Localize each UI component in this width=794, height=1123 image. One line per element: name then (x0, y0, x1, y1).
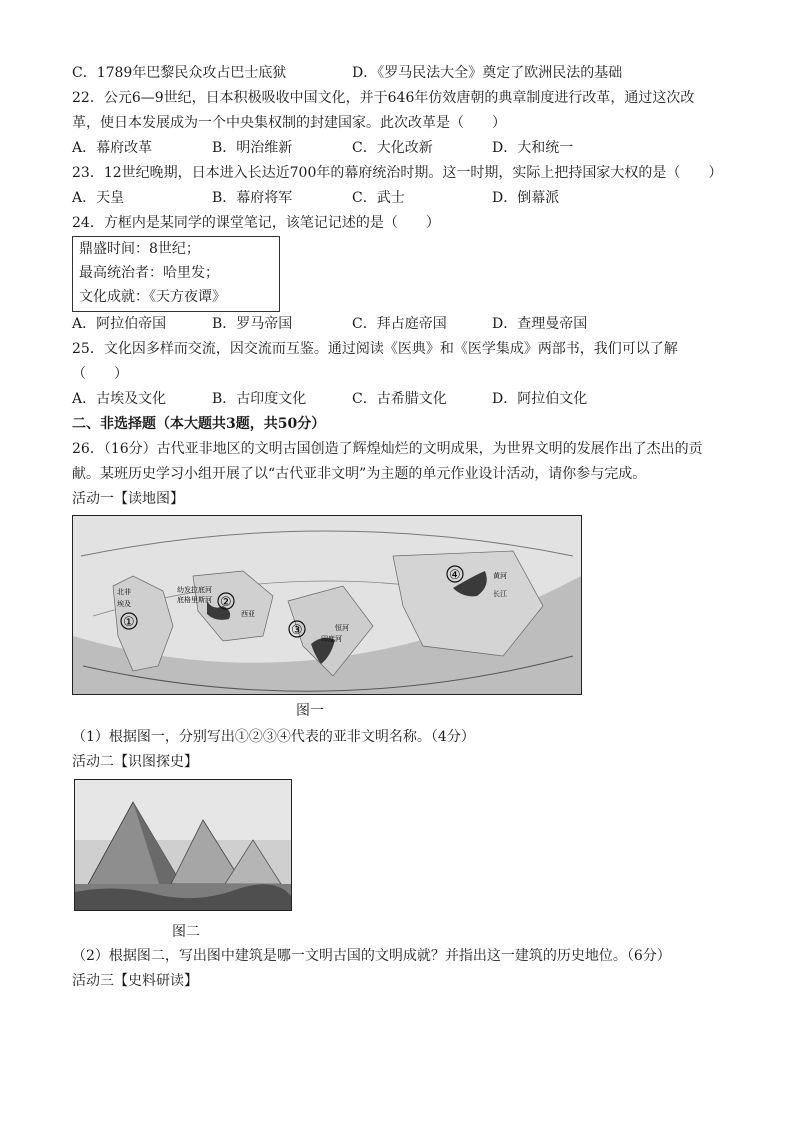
q25-stem-line2: （ ） (72, 366, 128, 382)
marker-4: ④ (449, 568, 461, 583)
q21-option-c: C．1789年巴黎民众攻占巴士底狱 (72, 65, 287, 81)
q21-option-d: D．《罗马民法大全》奠定了欧洲民法的基础 (352, 65, 623, 81)
q23-option-b: B．幕府将军 (212, 190, 293, 206)
q23-stem: 23．12世纪晚期，日本进入长达近700年的幕府统治时期。这一时期，实际上把持国家大权的是（ ） (72, 165, 723, 181)
map-label-yangtze: 长江 (493, 590, 507, 598)
q26-2-prompt: （2）根据图二，写出图中建筑是哪一文明古国的文明成就？并指出这一建筑的历史地位。（6分） (72, 948, 671, 964)
q24-stem: 24．方框内是某同学的课堂笔记，该笔记记述的是（ ） (72, 215, 440, 231)
map-label-yellow-river: 黄河 (493, 572, 507, 580)
q26-stem-line2: 献。某班历史学习小组开展了以“古代亚非文明”为主题的单元作业设计活动，请你参与完成。 (72, 466, 647, 482)
q25-option-b: B．古印度文化 (212, 391, 307, 407)
marker-3: ③ (291, 623, 303, 638)
map-svg (73, 516, 581, 694)
q22-stem-line1: 22．公元6—9世纪，日本积极吸收中国文化，并于646年仿效唐朝的典章制度进行改革，通过这次改 (72, 90, 695, 106)
q25-option-c: C．古希腊文化 (352, 391, 447, 407)
q26-stem-line1: 26．（16分）古代亚非地区的文明古国创造了辉煌灿烂的文明成果，为世界文明的发展作出了杰出的贡 (72, 441, 703, 457)
activity-3-label: 活动三【史料研读】 (72, 973, 198, 989)
q25-option-d: D．阿拉伯文化 (492, 391, 588, 407)
marker-1: ① (123, 615, 135, 630)
map-label-euphrates: 幼发拉底河 (177, 586, 212, 594)
activity-2-label: 活动二【识图探史】 (72, 754, 198, 770)
q25-stem-line1: 25．文化因多样而交流，因交流而互鉴。通过阅读《医典》和《医学集成》两部书，我们可以了解 (72, 341, 678, 357)
pyramid-svg (75, 780, 291, 910)
class-note-box (72, 236, 280, 312)
q23-option-c: C．武士 (352, 190, 405, 206)
figure-1-caption: 图一 (296, 703, 324, 719)
map-label-egypt: 埃及 (117, 600, 131, 608)
q22-option-d: D．大和统一 (492, 140, 574, 156)
map-label-tigris: 底格里斯河 (177, 596, 212, 604)
activity-1-label: 活动一【读地图】 (72, 491, 184, 507)
q25-option-a: A．古埃及文化 (72, 391, 167, 407)
q26-1-prompt: （1）根据图一，分别写出①②③④代表的亚非文明名称。（4分） (72, 729, 475, 745)
q23-option-d: D．倒幕派 (492, 190, 560, 206)
q24-option-c: C．拜占庭帝国 (352, 316, 447, 332)
section-2-heading: 二、非选择题（本大题共3题，共50分） (72, 416, 326, 432)
q24-option-b: B．罗马帝国 (212, 316, 293, 332)
q23-option-a: A．天皇 (72, 190, 125, 206)
q24-option-d: D．查理曼帝国 (492, 316, 588, 332)
map-label-indus: 印度河 (321, 635, 342, 643)
map-label-ganges: 恒河 (335, 624, 349, 632)
map-figure-1 (72, 515, 582, 695)
q24-option-a: A．阿拉伯帝国 (72, 316, 167, 332)
q22-option-b: B．明治维新 (212, 140, 293, 156)
map-label-west-asia: 西亚 (241, 610, 255, 618)
note-line-2: 最高统治者：哈里发； (79, 265, 219, 281)
marker-2: ② (220, 595, 232, 610)
q22-option-a: A．幕府改革 (72, 140, 153, 156)
q22-option-c: C．大化改新 (352, 140, 433, 156)
note-line-3: 文化成就：《天方夜谭》 (79, 289, 226, 305)
q22-stem-line2: 革，使日本发展成为一个中央集权制的封建国家。此次改革是（ ） (72, 115, 506, 131)
map-label-north-africa: 北非 (117, 588, 131, 596)
pyramid-photo-figure-2 (74, 779, 292, 911)
note-line-1: 鼎盛时间：8世纪； (79, 241, 200, 257)
figure-2-caption: 图二 (172, 924, 200, 940)
